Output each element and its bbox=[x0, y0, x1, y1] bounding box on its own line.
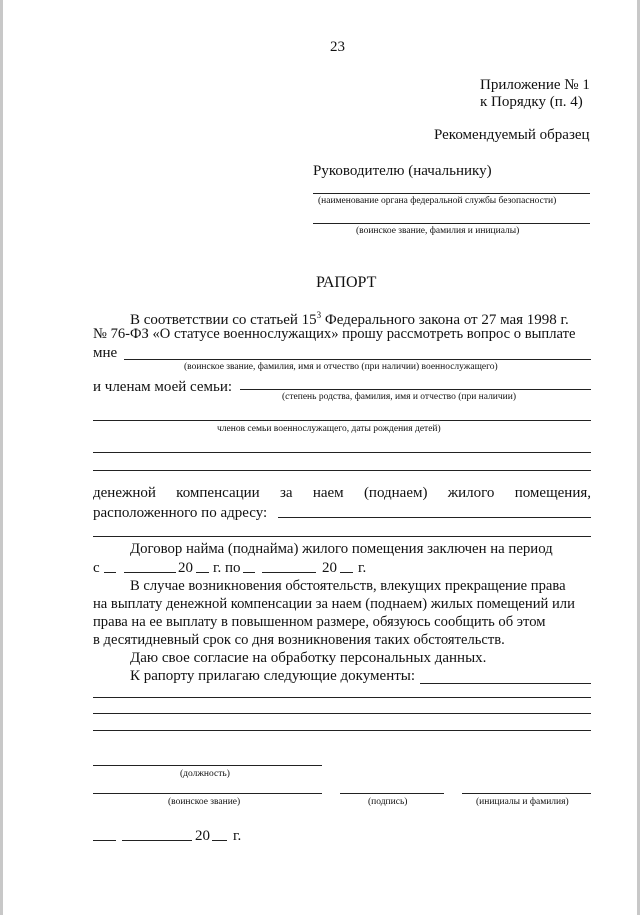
appendix-line-2: к Порядку (п. 4) bbox=[480, 94, 583, 110]
attach-line-1 bbox=[420, 683, 591, 684]
org-name-line bbox=[313, 193, 590, 194]
p1-text-a: В соответствии со статьей 15 bbox=[130, 312, 317, 328]
family-line bbox=[240, 389, 591, 390]
page-number: 23 bbox=[330, 39, 345, 55]
family-line-2 bbox=[93, 420, 591, 421]
serviceman-line bbox=[124, 359, 591, 360]
comp-word: наем bbox=[312, 485, 344, 501]
paragraph-3-line-3: права на ее выплату в повышенном размере, обязуюсь сообщить об этом bbox=[93, 614, 546, 630]
p1-superscript: 3 bbox=[316, 310, 322, 320]
contract-year-a: 20 bbox=[178, 560, 193, 576]
comp-word: жилого bbox=[447, 485, 495, 501]
rank-line bbox=[93, 793, 322, 794]
paragraph-3-line-2: на выплату денежной компенсации за наем (поднаем) жилых помещений или bbox=[93, 596, 575, 612]
date-year-suffix: г. bbox=[233, 828, 242, 844]
scan-edge-left bbox=[0, 0, 3, 915]
rank-name-line bbox=[313, 223, 590, 224]
compensation-line bbox=[93, 484, 591, 502]
addressee-title: Руководителю (начальнику) bbox=[313, 163, 492, 179]
date-to-month-line bbox=[262, 572, 316, 573]
family-line-4 bbox=[93, 470, 591, 471]
date-from-year-line bbox=[196, 572, 209, 573]
contract-year-b: 20 bbox=[322, 560, 337, 576]
appendix-line-1: Приложение № 1 bbox=[480, 77, 590, 93]
attach-line-3 bbox=[93, 713, 591, 714]
document-title: РАПОРТ bbox=[316, 274, 377, 291]
contract-c: с bbox=[93, 560, 100, 576]
date-from-day-line bbox=[104, 572, 116, 573]
paragraph-3-line-1: В случае возникновения обстоятельств, влекущих прекращение права bbox=[130, 578, 566, 594]
caption-family-2: членов семьи военнослужащего, даты рождения детей) bbox=[217, 424, 441, 434]
caption-rank: (воинское звание, фамилия и инициалы) bbox=[356, 226, 520, 236]
position-line bbox=[93, 765, 322, 766]
date-day-line bbox=[93, 840, 116, 841]
address-line-2 bbox=[93, 536, 591, 537]
date-from-month-line bbox=[124, 572, 176, 573]
caption-org: (наименование органа федеральной службы безопасности) bbox=[318, 196, 557, 206]
attach-text: К рапорту прилагаю следующие документы: bbox=[130, 668, 416, 684]
caption-initials: (инициалы и фамилия) bbox=[476, 797, 569, 807]
date-year-prefix: 20 bbox=[195, 828, 210, 844]
attach-line-2 bbox=[93, 697, 591, 698]
address-label: расположенного по адресу: bbox=[93, 505, 268, 521]
date-to-year-line bbox=[340, 572, 353, 573]
paragraph-1-line-3: мне bbox=[93, 345, 118, 361]
comp-word: денежной bbox=[93, 485, 156, 501]
family-label: и членам моей семьи: bbox=[93, 379, 233, 395]
paragraph-3-line-4: в десятидневный срок со дня возникновения таких обстоятельств. bbox=[93, 632, 505, 648]
sample-label: Рекомендуемый образец bbox=[434, 127, 590, 143]
comp-word: за bbox=[279, 485, 293, 501]
contract-end: г. bbox=[358, 560, 367, 576]
date-to-day-line bbox=[243, 572, 255, 573]
date-month-line bbox=[122, 840, 192, 841]
paragraph-1-line-2: № 76-ФЗ «О статусе военнослужащих» прошу рассмотреть вопрос о выплате bbox=[93, 326, 576, 342]
signature-line bbox=[340, 793, 444, 794]
comp-word: (поднаем) bbox=[363, 485, 428, 501]
family-line-3 bbox=[93, 452, 591, 453]
caption-signature: (подпись) bbox=[368, 797, 408, 807]
caption-serviceman: (воинское звание, фамилия, имя и отчество (при наличии) военнослужащего) bbox=[184, 362, 498, 372]
p1-text-b: Федерального закона от 27 мая 1998 г. bbox=[321, 312, 569, 328]
contract-line-1: Договор найма (поднайма) жилого помещения заключен на период bbox=[130, 541, 553, 557]
consent-text: Даю свое согласие на обработку персональных данных. bbox=[130, 650, 487, 666]
caption-rank-sig: (воинское звание) bbox=[168, 797, 241, 807]
date-year-line bbox=[212, 840, 227, 841]
caption-position: (должность) bbox=[180, 769, 230, 779]
comp-word: компенсации bbox=[176, 485, 260, 501]
address-line bbox=[278, 517, 591, 518]
contract-mid: г. по bbox=[213, 560, 241, 576]
attach-line-4 bbox=[93, 730, 591, 731]
comp-word: помещения, bbox=[514, 485, 591, 501]
name-line bbox=[462, 793, 591, 794]
caption-family: (степень родства, фамилия, имя и отчество (при наличии) bbox=[282, 392, 517, 402]
